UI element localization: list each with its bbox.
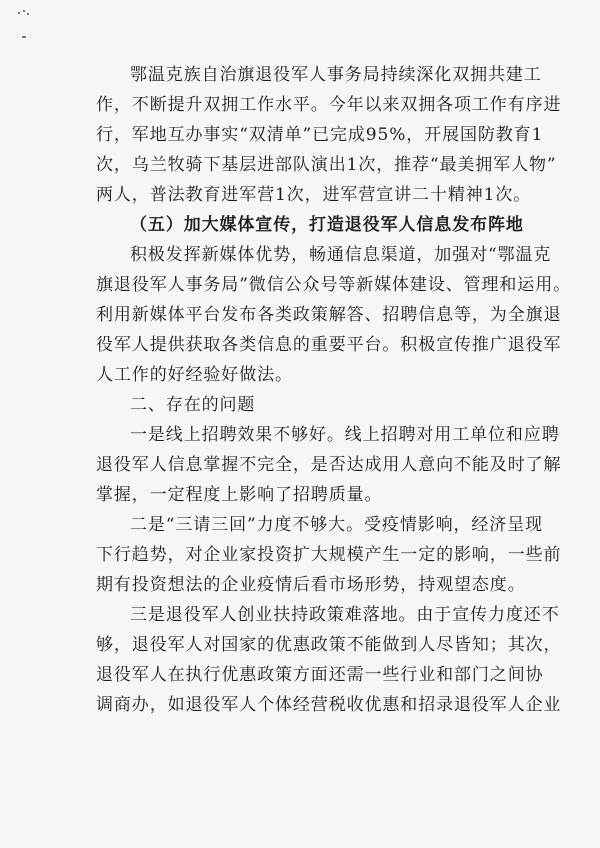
document-body [96, 60, 571, 720]
text-line: 利用新媒体平台发布各类政策解答、招聘信息等，为全旗退 [96, 305, 562, 325]
text-line: 三是退役军人创业扶持政策难落地。由于宣传力度还不 [130, 605, 560, 625]
text-line: 次，乌兰牧骑下基层进部队演出1次，推荐“最美拥军人物” [96, 155, 557, 175]
text-line: 一是线上招聘效果不够好。线上招聘对用工单位和应聘 [130, 425, 560, 445]
text-line: 积极发挥新媒体优势，畅通信息渠道，加强对“鄂温克 [130, 245, 552, 265]
paragraph-new-media [96, 240, 571, 390]
paragraph-problem-one [96, 420, 562, 510]
section-heading-media: （五）加大媒体宣传，打造退役军人信息发布阵地 [130, 215, 524, 235]
text-line: 二是“三请三回”力度不够大。受疫情影响，经济呈现 [130, 515, 543, 535]
text-line: 行，军地互办事实“双清单”已完成95%，开展国防教育1 [96, 125, 544, 145]
text-line: 作，不断提升双拥工作水平。今年以来双拥各项工作有序进 [96, 95, 562, 115]
text-line: 掌握，一定程度上影响了招聘质量。 [96, 485, 383, 505]
paragraph-double-support [96, 60, 562, 210]
text-line: 退役军人信息掌握不完全，是否达成用人意向不能及时了解 [96, 455, 562, 475]
text-line: 退役军人在执行优惠政策方面还需一些行业和部门之间协 [96, 665, 544, 685]
text-line: 调商办，如退役军人个体经营税收优惠和招录退役军人企业 [96, 695, 562, 715]
paragraph-problem-two [96, 510, 562, 600]
text-line: 人工作的好经验好做法。 [96, 365, 293, 385]
scan-artifact-mark [18, 10, 32, 16]
text-line: 期有投资想法的企业疫情后看市场形势，持观望态度。 [96, 575, 526, 595]
text-line: 够，退役军人对国家的优惠政策不能做到人尽皆知；其次， [96, 635, 562, 655]
section-heading-problems: 二、存在的问题 [130, 395, 256, 415]
text-line: 旗退役军人事务局”微信公众号等新媒体建设、管理和运用。 [96, 275, 571, 295]
paragraph-problem-three [96, 600, 562, 720]
text-line: 两人，普法教育进军营1次，进军营宣讲二十精神1次。 [96, 185, 532, 205]
text-line: 役军人提供获取各类信息的重要平台。积极宣传推广退役军 [96, 335, 562, 355]
scan-artifact-dash [22, 36, 26, 38]
text-line: 鄂温克族自治旗退役军人事务局持续深化双拥共建工 [130, 65, 542, 85]
text-line: 下行趋势，对企业家投资扩大规模产生一定的影响，一些前 [96, 545, 562, 565]
